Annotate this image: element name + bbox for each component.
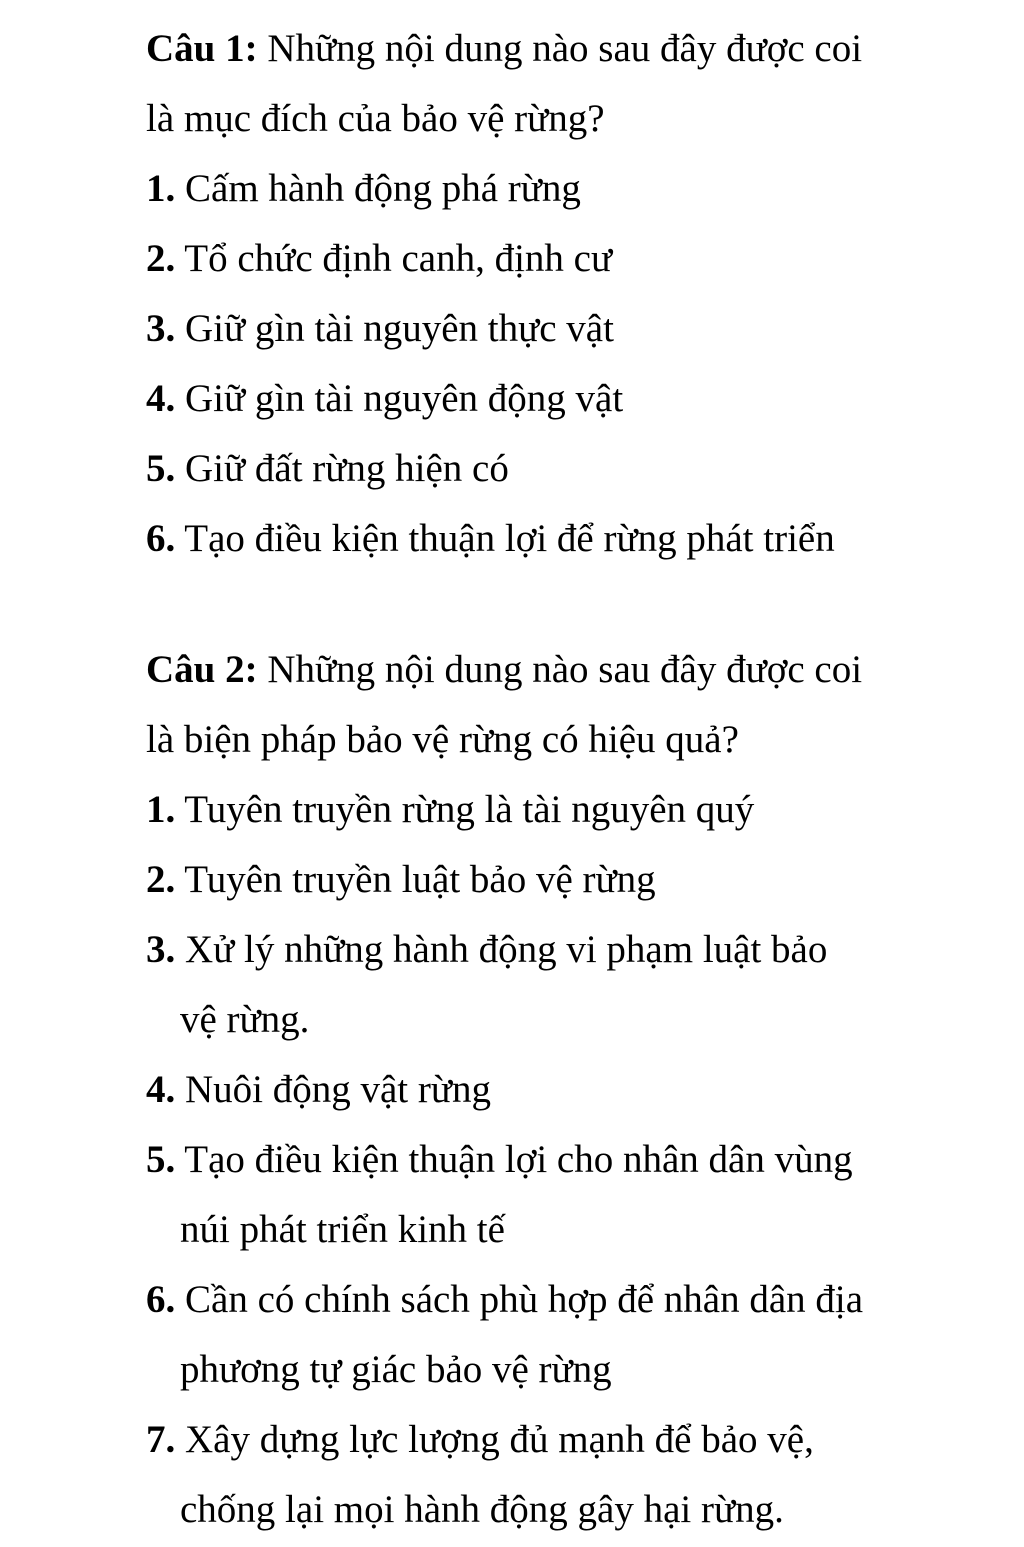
option-text: Cấm hành động phá rừng (175, 167, 581, 210)
question-2-stem-line-1 (146, 635, 966, 705)
option-number: 5. (146, 1138, 176, 1181)
option-number: 7. (146, 1418, 176, 1461)
option-number: 1. (146, 167, 176, 210)
question-1-stem-line-1 (146, 14, 966, 84)
option-number: 2. (146, 237, 176, 280)
question-2-option-4 (146, 1055, 966, 1125)
option-number: 1. (146, 788, 176, 831)
option-continuation: vệ rừng. (180, 998, 310, 1041)
option-text: Giữ gìn tài nguyên động vật (175, 377, 624, 420)
option-text: Tổ chức định canh, định cư (175, 237, 613, 280)
question-2-stem (146, 635, 966, 775)
option-text: Tuyên truyền rừng là tài nguyên quý (175, 788, 755, 831)
question-1-option-4 (146, 364, 966, 434)
option-number: 6. (146, 1278, 176, 1321)
question-2-stem-line-2: là biện pháp bảo vệ rừng có hiệu quả? (146, 718, 739, 761)
option-number: 6. (146, 517, 176, 560)
option-text: Tuyên truyền luật bảo vệ rừng (175, 858, 656, 901)
question-1-label: Câu 1: (146, 27, 258, 70)
question-1 (146, 14, 966, 574)
option-number: 4. (146, 1068, 176, 1111)
option-text: Tạo điều kiện thuận lợi cho nhân dân vùng (175, 1138, 853, 1181)
question-1-option-6 (146, 504, 966, 574)
question-2-text: Những nội dung nào sau đây được coi (257, 648, 863, 691)
option-number: 3. (146, 307, 176, 350)
question-2-option-7 (146, 1405, 966, 1545)
question-1-stem (146, 14, 966, 154)
option-continuation: núi phát triển kinh tế (180, 1208, 505, 1251)
question-1-option-5 (146, 434, 966, 504)
question-1-text: Những nội dung nào sau đây được coi (257, 27, 863, 70)
option-continuation: chống lại mọi hành động gây hại rừng. (180, 1488, 784, 1531)
question-1-option-1 (146, 154, 966, 224)
option-text: Tạo điều kiện thuận lợi để rừng phát triển (175, 517, 835, 560)
option-number: 2. (146, 858, 176, 901)
question-1-option-2 (146, 224, 966, 294)
option-text: Giữ đất rừng hiện có (175, 447, 509, 490)
option-text: Xử lý những hành động vi phạm luật bảo (175, 928, 828, 971)
question-2-option-5 (146, 1125, 966, 1265)
question-2-option-3 (146, 915, 966, 1055)
option-text: Cần có chính sách phù hợp để nhân dân địa (175, 1278, 864, 1321)
question-1-stem-line-2: là mục đích của bảo vệ rừng? (146, 97, 605, 140)
option-text: Nuôi động vật rừng (175, 1068, 492, 1111)
question-2-label: Câu 2: (146, 648, 258, 691)
question-1-option-3 (146, 294, 966, 364)
option-number: 4. (146, 377, 176, 420)
question-2-option-6 (146, 1265, 966, 1405)
question-2-option-1 (146, 775, 966, 845)
question-2-option-2 (146, 845, 966, 915)
question-2 (146, 635, 966, 1545)
option-text: Xây dựng lực lượng đủ mạnh để bảo vệ, (175, 1418, 814, 1461)
option-number: 3. (146, 928, 176, 971)
option-text: Giữ gìn tài nguyên thực vật (175, 307, 614, 350)
option-number: 5. (146, 447, 176, 490)
option-continuation: phương tự giác bảo vệ rừng (180, 1348, 612, 1391)
